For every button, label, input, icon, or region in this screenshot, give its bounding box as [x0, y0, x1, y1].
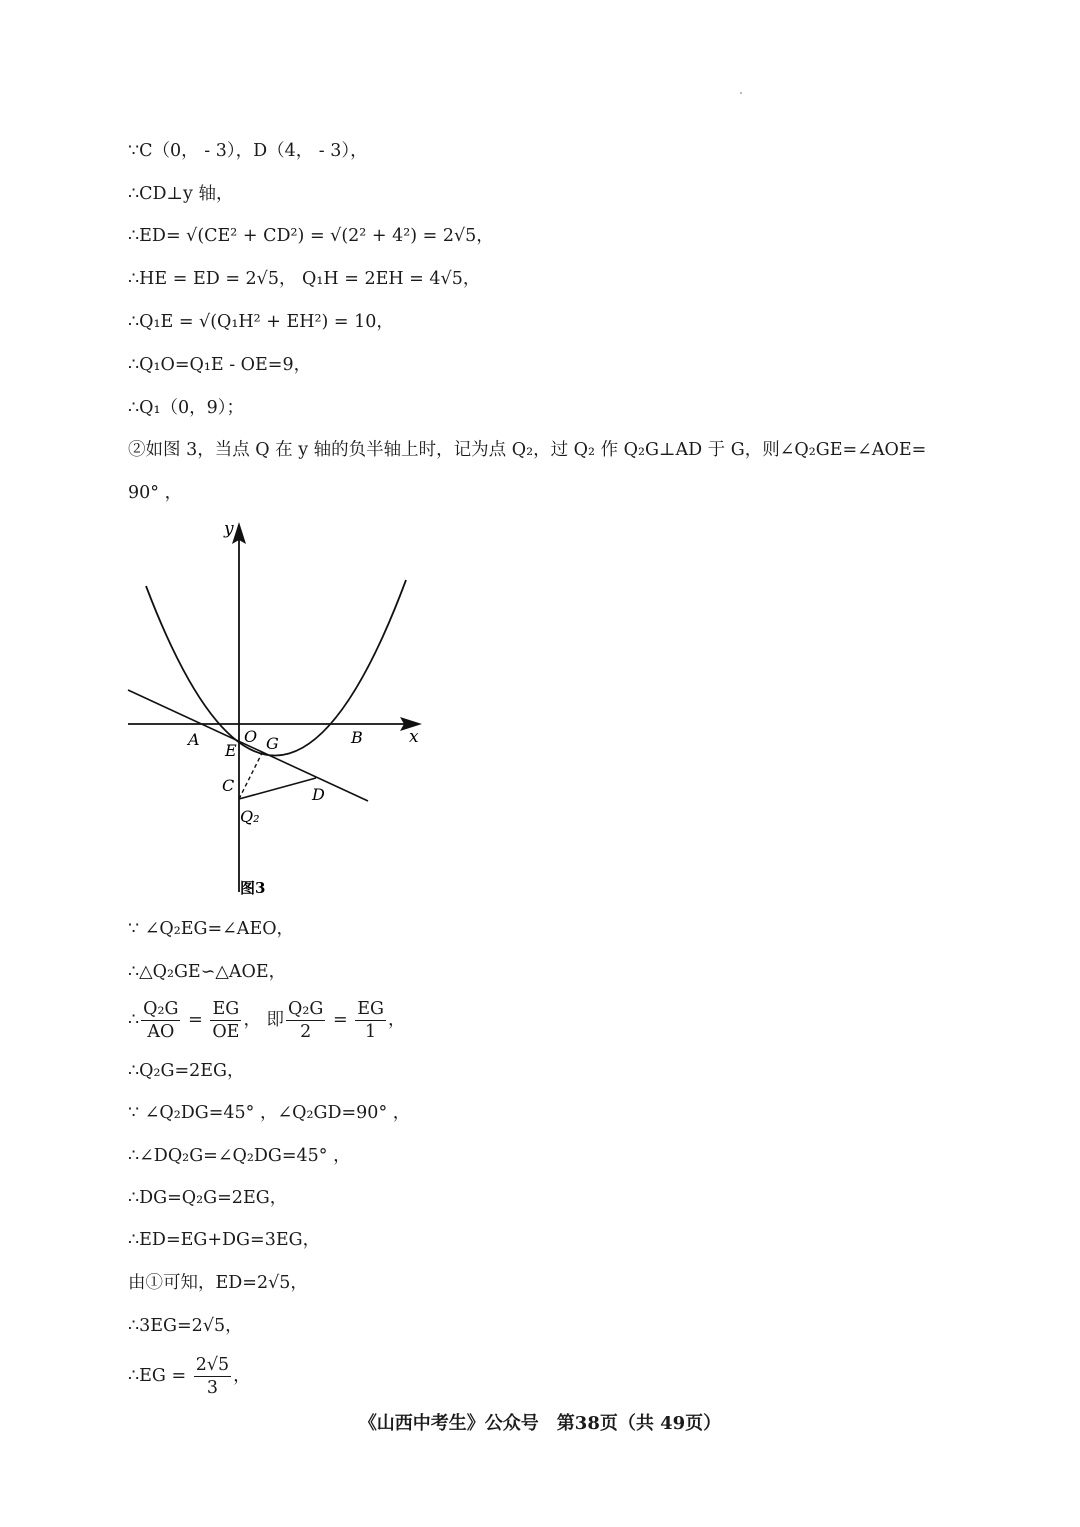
figure-caption: 图3 [240, 879, 266, 897]
text-line-11: ∴△Q₂GE∽△AOE， [128, 962, 287, 982]
y-label: y [224, 519, 234, 539]
text-line-13: ∵ ∠Q₂DG=45° ，∠Q₂GD=90° ， [128, 1103, 411, 1123]
frac-den: 1 [365, 1022, 377, 1042]
text-line-9: 90° ， [128, 483, 183, 503]
frac-num: Q₂G [288, 999, 324, 1019]
frac-num: EG [210, 998, 241, 1021]
label-g: G [266, 734, 279, 753]
text-line-10: ∵ ∠Q₂EG=∠AEO， [128, 919, 295, 939]
ratio-suffix: ， [387, 1010, 406, 1030]
eg-suffix: ， [233, 1366, 251, 1386]
text-line-14: ∴∠DQ₂G=∠Q₂DG=45° ， [128, 1146, 351, 1166]
text-line-1: ∵C（0， - 3），D（4， - 3）， [128, 141, 368, 161]
label-c: C [222, 776, 235, 795]
label-e: E [225, 741, 237, 760]
label-a: A [188, 730, 200, 749]
frac-den: OE [212, 1022, 240, 1042]
text-line-16: ∴ED=EG+DG=3EG， [128, 1230, 321, 1250]
page-footer: 《山西中考生》公众号 第38页（共 49页） [358, 1413, 722, 1434]
text-line-5: ∴Q₁E = √(Q₁H² + EH²) = 10， [128, 312, 394, 332]
text-line-8: ②如图 3，当点 Q 在 y 轴的负半轴上时，记为点 Q₂，过 Q₂ 作 Q₂G⊥AD 于 G，则∠Q₂GE=∠AOE= [128, 440, 927, 460]
equals-sign: = [188, 1010, 203, 1030]
text-line-3: ∴ED= √(CE² + CD²) = √(2² + 4²) = 2√5， [128, 226, 494, 246]
x-label: x [409, 727, 419, 747]
frac-num: 2√5 [195, 1355, 230, 1375]
fraction-eg-oe [210, 998, 241, 1043]
frac-den: AO [147, 1022, 175, 1042]
text-line-7: ∴Q₁（0，9）； [128, 398, 245, 418]
fraction-q2g-2 [286, 998, 325, 1043]
frac-den: 3 [206, 1378, 218, 1398]
fraction-eg-1 [355, 998, 386, 1043]
equals-sign: = [332, 1010, 348, 1030]
speck [740, 92, 742, 94]
ratio-mid: ， 即 [243, 1010, 285, 1030]
text-line-12: ∴Q₂G=2EG， [128, 1061, 245, 1081]
frac-den: 2 [300, 1022, 312, 1042]
parabola [146, 580, 406, 756]
text-line-15: ∴DG=Q₂G=2EG， [128, 1188, 288, 1208]
figure-3-diagram [126, 512, 436, 898]
eg-prefix: ∴EG = [128, 1366, 192, 1386]
ratio-line [128, 996, 405, 1044]
text-line-2: ∴CD⊥y 轴， [128, 184, 234, 204]
ratio-prefix: ∴ [128, 1010, 140, 1030]
eg-line [128, 1352, 251, 1400]
label-q2: Q₂ [240, 807, 260, 826]
frac-num: EG [357, 999, 384, 1019]
fraction-2root5-3 [194, 1354, 231, 1399]
label-d: D [312, 785, 325, 804]
text-line-6: ∴Q₁O=Q₁E - OE=9， [128, 355, 312, 375]
label-b: B [351, 728, 363, 747]
fraction-q2g-ao [141, 998, 180, 1043]
segment-q2d [239, 778, 316, 799]
frac-num: Q₂G [143, 999, 179, 1019]
text-line-18: ∴3EG=2√5， [128, 1316, 243, 1336]
label-o: O [244, 727, 258, 746]
text-line-17: 由①可知，ED=2√5， [128, 1273, 308, 1293]
text-line-4: ∴HE = ED = 2√5， Q₁H = 2EH = 4√5， [128, 269, 481, 289]
dashed-q2g [239, 749, 264, 799]
